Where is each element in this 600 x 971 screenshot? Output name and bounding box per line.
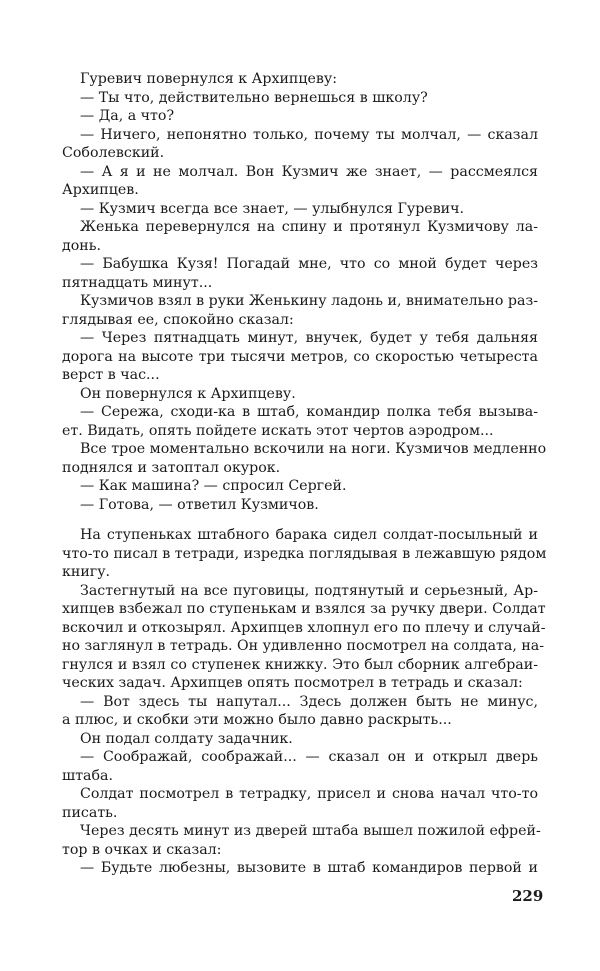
text-line: а плюс, и скобки эти можно было давно раскрыть... <box>62 712 452 728</box>
text-line: Солдат посмотрел в тетрадку, присел и снова начал что-то <box>80 786 538 802</box>
text-line: ет. Видать, опять пойдете искать этот чертов аэродром... <box>62 422 494 439</box>
text-line: Кузмичов взял в руки Женькину ладонь и, внимательно раз- <box>80 293 538 309</box>
text-line: Он повернулся к Архипцеву. <box>80 385 296 402</box>
text-line: что-то писал в тетради, изредка поглядывая в лежавшую рядом <box>62 545 547 562</box>
text-line: поднялся и затоптал окурок. <box>62 459 281 476</box>
text-line: писать. <box>62 804 118 821</box>
text-line: книгу. <box>62 564 111 580</box>
text-line: — Да, а что? <box>80 108 175 124</box>
text-line: ческих задач. Архипцев опять посмотрел в тетрадь и сказал: <box>62 675 523 691</box>
text-line: хипцев взбежал по ступенькам и взялся за ручку двери. Солдат <box>62 601 546 617</box>
text-line: На ступеньках штабного барака сидел солдат-посыльный и <box>80 527 538 543</box>
text-line: — А я и не молчал. Вон Кузмич же знает, — рассмеялся <box>80 163 538 180</box>
text-line: — Вот здесь ты напутал... Здесь должен быть не минус, <box>80 693 538 710</box>
text-line: глядывая ее, спокойно сказал: <box>62 311 294 328</box>
text-line: — Через пятнадцать минут, внучек, будет у тебя дальняя <box>80 330 538 346</box>
text-line: дорога на высоте три тысячи метров, со скоростью четыреста <box>62 348 538 365</box>
text-line: Соболевский. <box>62 145 165 161</box>
text-line: Все трое моментально вскочили на ноги. Кузмичов медленно <box>80 441 547 457</box>
text-line: Женька перевернулся на спину и протянул Кузмичову ла- <box>80 219 538 235</box>
text-line: штаба. <box>62 767 114 784</box>
text-line: Застегнутый на все пуговицы, подтянутый и серьезный, Ар- <box>80 582 538 599</box>
text-line: тор в очках и сказал: <box>62 841 222 858</box>
text-line: — Ничего, непонятно только, почему ты молчал, — сказал <box>80 126 538 143</box>
text-line: Гуревич повернулся к Архипцеву: <box>80 71 337 87</box>
text-line: Через десять минут из дверей штаба вышел пожилой ефрей- <box>80 823 541 839</box>
text-line: — Ты что, действительно вернешься в школу? <box>80 89 428 106</box>
text-line: вскочил и откозырял. Архипцев хлопнул его по плечу и случай- <box>62 619 546 636</box>
text-line: но заглянул в тетрадь. Он удивленно посмотрел на солдата, на- <box>62 638 545 654</box>
text-line: — Готова, — ответил Кузмичов. <box>80 496 319 513</box>
page-number: 229 <box>512 887 544 905</box>
text-line: — Будьте любезны, вызовите в штаб командиров первой и <box>80 860 538 876</box>
text-line: донь. <box>62 237 101 254</box>
text-line: — Соображай, соображай... — сказал он и открыл дверь <box>80 749 538 765</box>
text-line: Архипцев. <box>62 182 139 198</box>
text-line: — Как машина? — спросил Сергей. <box>80 478 347 494</box>
text-line: — Кузмич всегда все знает, — улыбнулся Гуревич. <box>80 200 465 217</box>
text-line: пятнадцать минут... <box>62 274 213 291</box>
text-line: верст в час... <box>62 367 160 383</box>
text-line: — Сережа, сходи-ка в штаб, командир полка тебя вызыва- <box>80 404 538 420</box>
text-line: Он подал солдату задачник. <box>80 730 293 747</box>
text-line: гнулся и взял со ступенек книжку. Это был сборник алгебраи- <box>62 656 538 673</box>
text-line: — Бабушка Кузя! Погадай мне, что со мной будет через <box>80 256 538 272</box>
